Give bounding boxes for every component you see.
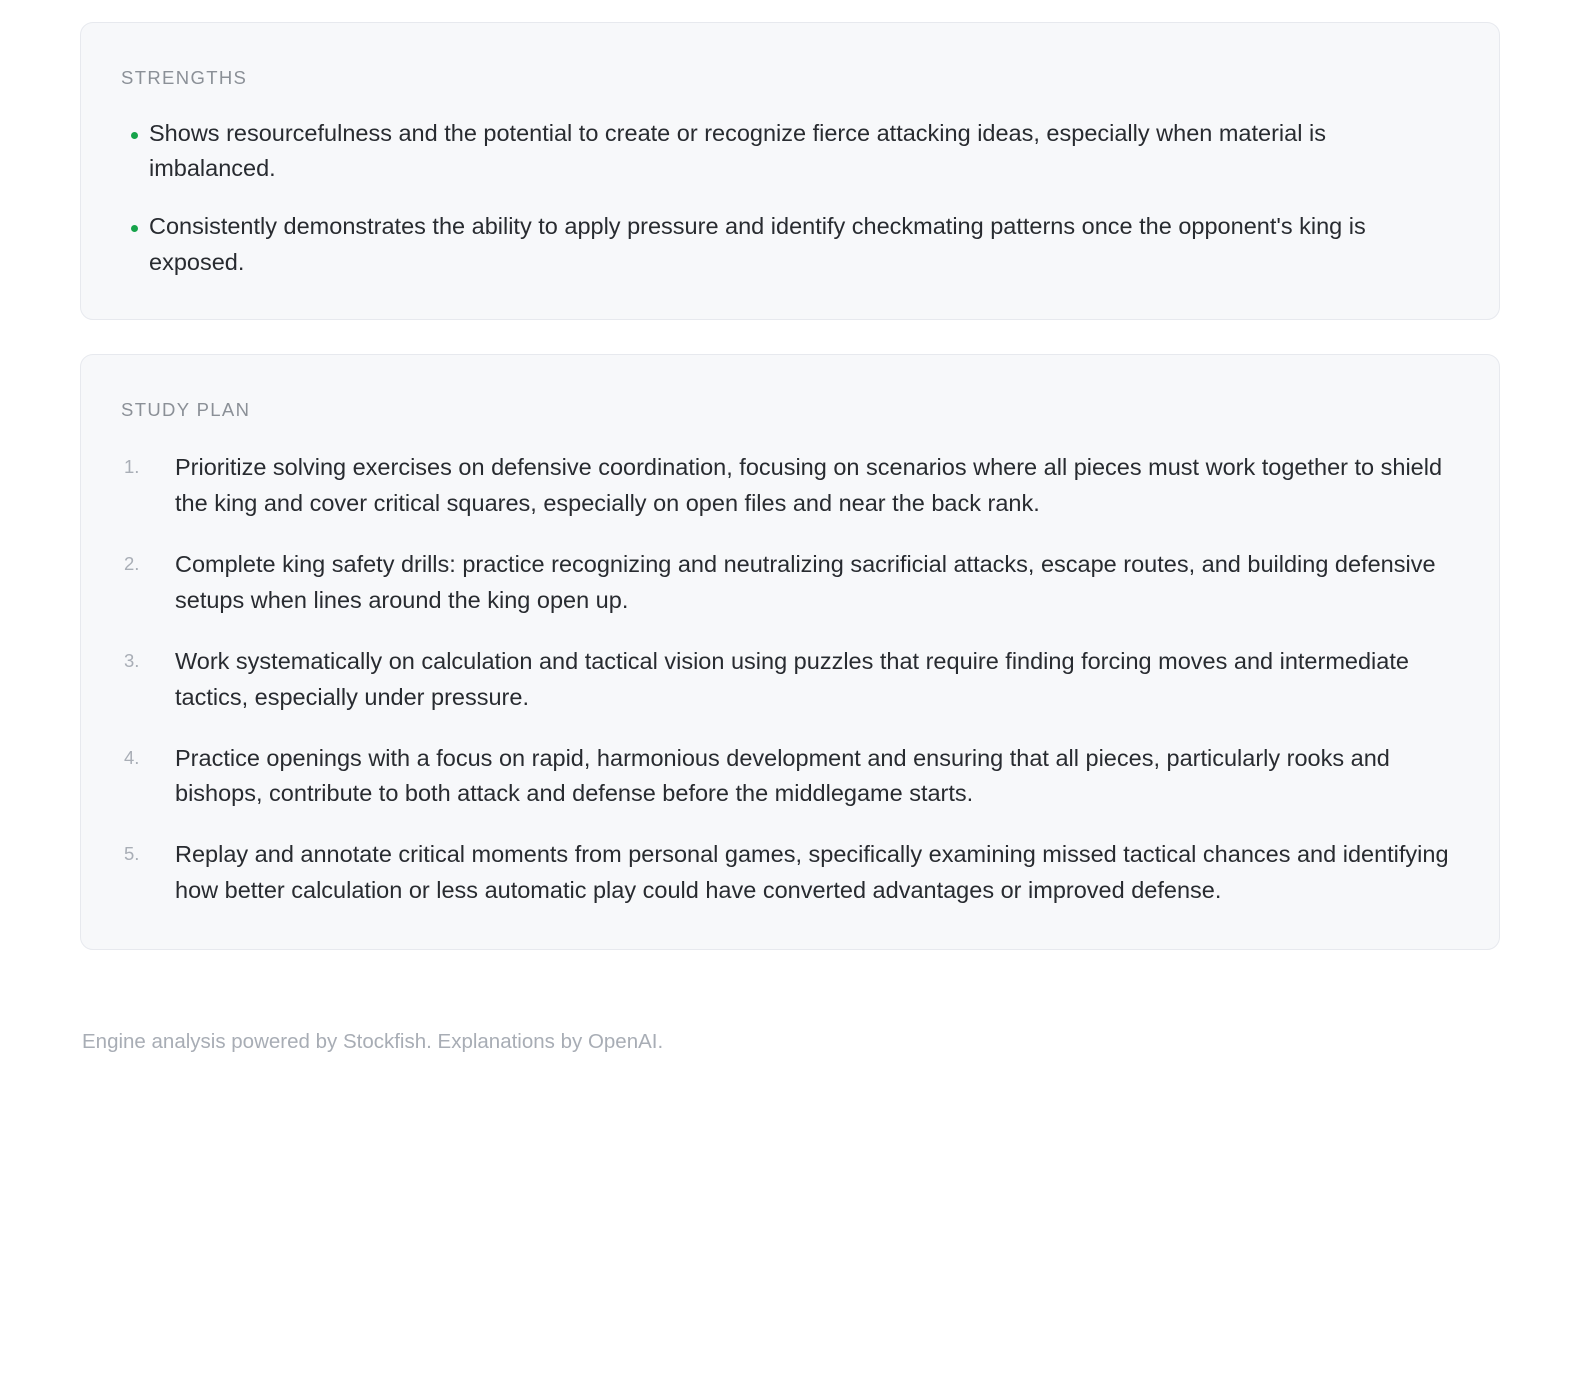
bullet-dot-icon xyxy=(119,116,149,139)
strengths-list xyxy=(119,116,1459,282)
list-item xyxy=(119,209,1459,281)
list-item-number: 3. xyxy=(124,649,140,671)
study-plan-step-text: Complete king safety drills: practice recognizing and neutralizing sacrificial attacks, escape routes, and building defensive setups when lines around the king open up. xyxy=(175,550,1436,613)
strengths-section-label: STRENGTHS xyxy=(121,67,248,88)
study-plan-list xyxy=(119,450,1459,910)
list-item xyxy=(119,450,1459,522)
study-plan-step-text: Work systematically on calculation and tactical vision using puzzles that require finding forcing moves and intermediate tactics, especially under pressure. xyxy=(175,647,1409,710)
list-item xyxy=(119,741,1459,813)
strength-text: Shows resourcefulness and the potential to create or recognize fierce attacking ideas, especially when material is imbalanced. xyxy=(149,119,1326,182)
strengths-card xyxy=(80,22,1500,320)
list-item xyxy=(119,547,1459,619)
list-item-number: 5. xyxy=(124,843,140,865)
list-item-number: 2. xyxy=(124,552,140,574)
footer-attribution: Engine analysis powered by Stockfish. Explanations by OpenAI. xyxy=(82,1030,664,1054)
list-item-number: 4. xyxy=(124,746,140,768)
strength-text: Consistently demonstrates the ability to apply pressure and identify checkmating patterns once the opponent's king is exposed. xyxy=(149,213,1366,276)
list-item xyxy=(119,116,1459,188)
study-plan-step-text: Prioritize solving exercises on defensive coordination, focusing on scenarios where all pieces must work together to shield the king and cover critical squares, especially on open files and near the back rank. xyxy=(175,453,1443,516)
study-plan-card xyxy=(80,354,1500,950)
list-item-number: 1. xyxy=(124,455,140,477)
list-item xyxy=(119,837,1459,909)
study-plan-step-text: Replay and annotate critical moments from personal games, specifically examining missed tactical chances and identifying how better calculation or less automatic play could have converted advantages or improved defense. xyxy=(175,841,1449,904)
bullet-dot-icon xyxy=(119,209,149,232)
study-plan-section-label: STUDY PLAN xyxy=(121,399,251,421)
list-item xyxy=(119,644,1459,716)
study-plan-step-text: Practice openings with a focus on rapid, harmonious development and ensuring that all pieces, particularly rooks and bishops, contribute to both attack and defense before the middlegame starts. xyxy=(175,744,1390,807)
